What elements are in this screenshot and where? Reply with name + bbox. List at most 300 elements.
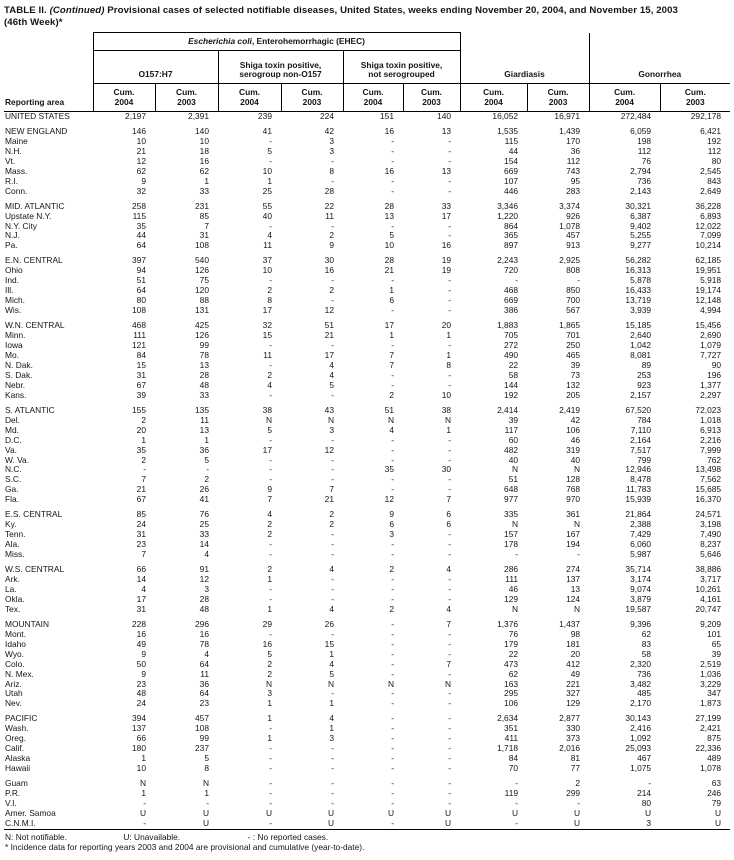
value-cell: 3 <box>329 424 334 435</box>
value-cell: - <box>391 698 394 709</box>
value-cell: 22 <box>508 648 519 659</box>
value-cell: - <box>391 539 394 550</box>
reporting-area-cell: Ill. <box>5 285 14 296</box>
reporting-area-cell: Ky. <box>5 519 17 530</box>
value-cell: 1 <box>267 698 272 709</box>
value-cell: 91 <box>199 564 209 575</box>
value-cell: 2,545 <box>700 165 722 176</box>
table-week-label: (46th Week)* <box>4 16 63 28</box>
table-row <box>4 495 730 505</box>
value-cell: 56,282 <box>625 255 652 266</box>
value-cell: - <box>331 583 334 594</box>
value-cell: 90 <box>711 359 722 370</box>
value-cell: 36,228 <box>695 200 722 211</box>
value-cell: 107 <box>504 175 519 186</box>
value-cell: 1,079 <box>700 340 722 351</box>
reporting-area-cell: Wis. <box>5 305 22 316</box>
value-cell: 108 <box>195 723 209 734</box>
value-cell: 7,490 <box>700 529 722 540</box>
value-cell: - <box>391 817 394 828</box>
value-cell: 8 <box>446 359 452 370</box>
reporting-area-cell: N.C. <box>5 464 22 475</box>
value-cell: 85 <box>199 210 209 221</box>
value-cell: 2 <box>204 474 209 485</box>
reporting-area-cell: Md. <box>5 424 19 435</box>
reporting-area-cell: Ark. <box>5 573 20 584</box>
value-cell: 10 <box>384 240 394 251</box>
value-cell: 397 <box>132 255 146 266</box>
table-title-text: Provisional cases of selected notifiable diseases, United States, weeks ending November 20, 2004, and November 15, 2003 <box>107 5 678 16</box>
value-cell: - <box>269 135 272 146</box>
value-cell: 17 <box>324 349 334 360</box>
value-cell: - <box>331 539 334 550</box>
value-cell: - <box>448 539 452 550</box>
value-cell: 39 <box>136 389 146 400</box>
value-cell: 327 <box>566 688 581 699</box>
value-cell: 11 <box>200 668 209 679</box>
reporting-area-cell: Ohio <box>5 265 23 276</box>
reporting-area-cell: Upstate N.Y. <box>5 210 52 221</box>
value-cell: N <box>444 678 452 689</box>
value-cell: - <box>331 763 334 774</box>
value-cell: 1,718 <box>497 743 519 754</box>
value-cell: 970 <box>566 494 581 505</box>
value-cell: 411 <box>504 733 519 744</box>
value-cell: - <box>448 713 452 724</box>
value-cell: 3,229 <box>700 678 722 689</box>
value-cell: 4 <box>267 230 272 241</box>
value-cell: - <box>331 628 334 639</box>
value-cell: 3,198 <box>700 519 722 530</box>
value-cell: 163 <box>504 678 519 689</box>
value-cell: 3,346 <box>497 200 519 211</box>
value-cell: 28 <box>199 593 209 604</box>
value-cell: - <box>448 220 452 231</box>
value-cell: 72,023 <box>695 404 722 415</box>
value-cell: 286 <box>504 564 519 575</box>
value-cell: 335 <box>504 509 519 520</box>
value-cell: - <box>515 817 519 828</box>
value-cell: - <box>269 743 272 754</box>
table-row <box>4 391 730 401</box>
value-cell: 3,482 <box>630 678 652 689</box>
value-cell: - <box>391 185 394 196</box>
value-cell: - <box>391 454 394 465</box>
value-cell: 7 <box>446 658 452 669</box>
reporting-area-cell: W.S. CENTRAL <box>5 564 65 575</box>
value-cell: - <box>448 454 452 465</box>
table-row <box>4 147 730 157</box>
value-cell: - <box>448 763 452 774</box>
value-cell: 8,478 <box>630 474 652 485</box>
table-row <box>4 620 730 630</box>
value-cell: 106 <box>504 698 519 709</box>
value-cell: 132 <box>566 379 581 390</box>
value-cell: 78 <box>199 638 209 649</box>
value-cell: 49 <box>570 668 581 679</box>
table-label: TABLE II. <box>4 5 47 16</box>
value-cell: - <box>269 549 272 560</box>
value-cell: 4 <box>204 549 209 560</box>
table-row <box>4 286 730 296</box>
value-cell: 2,391 <box>188 111 209 121</box>
value-cell: 1 <box>204 788 209 799</box>
value-cell: 36 <box>199 678 209 689</box>
table-row <box>4 530 730 540</box>
value-cell: 154 <box>504 155 519 166</box>
value-cell: 4 <box>329 369 334 380</box>
value-cell: 9 <box>389 509 394 520</box>
value-cell: 1,376 <box>497 618 519 629</box>
value-cell: 26 <box>324 618 334 629</box>
value-cell: 6,060 <box>630 539 652 550</box>
table-row <box>4 699 730 709</box>
value-cell: 292,178 <box>690 111 722 121</box>
value-cell: 7,429 <box>630 529 652 540</box>
value-cell: 1,075 <box>630 763 652 774</box>
value-cell: 1,220 <box>497 210 519 221</box>
value-cell: 106 <box>566 424 581 435</box>
value-cell: 108 <box>195 240 209 251</box>
value-cell: 913 <box>566 240 581 251</box>
value-cell: 1 <box>389 330 394 341</box>
value-cell: 10 <box>136 763 146 774</box>
value-cell: 50 <box>136 658 146 669</box>
value-cell: 64 <box>136 285 146 296</box>
table-row <box>4 485 730 495</box>
legend-no-reported-cases: - : No reported cases. <box>247 831 329 842</box>
value-cell: 94 <box>136 265 146 276</box>
value-cell: 80 <box>641 798 652 808</box>
value-cell: 736 <box>637 668 652 679</box>
value-cell: - <box>448 444 452 455</box>
value-cell: - <box>448 668 452 679</box>
value-cell: 46 <box>570 434 581 445</box>
value-cell: 4 <box>141 583 146 594</box>
value-cell: 2,216 <box>700 434 722 445</box>
value-cell: - <box>515 798 519 808</box>
reporting-area-cell: V.I. <box>5 798 17 808</box>
value-cell: 10 <box>262 265 272 276</box>
value-cell: 351 <box>504 723 519 734</box>
value-cell: 126 <box>195 330 209 341</box>
table-row <box>4 650 730 660</box>
value-cell: 4 <box>446 603 452 614</box>
table-row <box>4 475 730 485</box>
value-cell: 73 <box>570 369 581 380</box>
value-cell: 5 <box>329 668 334 679</box>
table-row <box>4 714 730 724</box>
value-cell: 468 <box>504 285 519 296</box>
value-cell: 14 <box>199 539 209 550</box>
table-row <box>4 351 730 361</box>
value-cell: 3,939 <box>630 305 652 316</box>
value-cell: 44 <box>136 230 146 241</box>
table-row <box>4 585 730 595</box>
value-cell: 457 <box>566 230 581 241</box>
value-cell: 1,883 <box>497 320 519 331</box>
value-cell: 21 <box>136 484 146 495</box>
value-cell: 2,419 <box>559 404 581 415</box>
value-cell: 1 <box>329 698 334 709</box>
value-cell: 16,313 <box>625 265 652 276</box>
value-cell: - <box>391 220 394 231</box>
value-cell: 15,456 <box>695 320 722 331</box>
value-cell: - <box>448 698 452 709</box>
value-cell: 6 <box>389 295 394 306</box>
value-cell: 89 <box>641 359 652 370</box>
table-row <box>4 630 730 640</box>
reporting-area-cell: Minn. <box>5 330 26 341</box>
value-cell: 5,646 <box>700 549 722 560</box>
value-cell: 457 <box>195 713 209 724</box>
value-cell: 485 <box>637 688 652 699</box>
legend-not-notifiable: N: Not notifiable. <box>5 831 67 842</box>
value-cell: - <box>391 369 394 380</box>
value-cell: 111 <box>505 573 519 584</box>
value-cell: 5,878 <box>630 275 652 286</box>
value-cell: 27,199 <box>695 713 722 724</box>
value-cell: U <box>202 817 209 828</box>
value-cell: 20 <box>441 320 452 331</box>
value-cell: - <box>391 778 394 789</box>
value-cell: 194 <box>566 539 581 550</box>
cum-2003-header: Cum. 2003 <box>155 84 218 112</box>
value-cell: 465 <box>566 349 581 360</box>
reporting-area-cell: Fla. <box>5 494 19 505</box>
value-cell: 489 <box>707 753 722 764</box>
value-cell: 20,747 <box>695 603 722 614</box>
value-cell: 67,520 <box>625 404 652 415</box>
value-cell: 21,864 <box>625 509 652 520</box>
value-cell: 299 <box>566 788 581 799</box>
value-cell: - <box>269 817 272 828</box>
value-cell: 1 <box>267 713 272 724</box>
value-cell: 7,110 <box>630 424 652 435</box>
value-cell: 12 <box>324 444 334 455</box>
value-cell: - <box>448 583 452 594</box>
value-cell: 41 <box>199 494 209 505</box>
reporting-area-cell: Ala. <box>5 539 20 550</box>
value-cell: - <box>269 359 272 370</box>
table-row <box>4 520 730 530</box>
table-row <box>4 799 730 809</box>
value-cell: 75 <box>199 275 209 286</box>
value-cell: - <box>391 688 394 699</box>
table-row <box>4 177 730 187</box>
reporting-area-cell: Mo. <box>5 349 19 360</box>
value-cell: 736 <box>637 175 652 186</box>
value-cell: 26 <box>199 484 209 495</box>
table-row <box>4 436 730 446</box>
value-cell: 35 <box>136 220 146 231</box>
value-cell: - <box>391 713 394 724</box>
reporting-area-cell: Wyo. <box>5 648 25 659</box>
value-cell: 1 <box>141 753 146 764</box>
value-cell: - <box>269 763 272 774</box>
value-cell: - <box>391 583 394 594</box>
value-cell: N <box>387 414 394 425</box>
value-cell: 3 <box>329 145 334 156</box>
value-cell: 9 <box>329 240 334 251</box>
value-cell: 58 <box>508 369 519 380</box>
value-cell: - <box>448 798 452 808</box>
value-cell: 28 <box>384 255 394 266</box>
value-cell: 13 <box>570 583 581 594</box>
value-cell: 2,170 <box>630 698 652 709</box>
value-cell: 1,078 <box>559 220 581 231</box>
value-cell: 7,562 <box>700 474 722 485</box>
value-cell: - <box>331 275 334 286</box>
value-cell: - <box>391 763 394 774</box>
table-row <box>4 465 730 475</box>
value-cell: 8,237 <box>700 539 722 550</box>
value-cell: 2 <box>267 369 272 380</box>
value-cell: 468 <box>132 320 146 331</box>
value-cell: 62 <box>641 628 652 639</box>
value-cell: - <box>269 474 272 485</box>
value-cell: 2 <box>141 414 146 425</box>
value-cell: 11 <box>200 414 209 425</box>
value-cell: 8,081 <box>630 349 652 360</box>
value-cell: 7,999 <box>700 444 722 455</box>
legend-row <box>5 832 730 843</box>
value-cell: 31 <box>199 230 209 241</box>
value-cell: 33 <box>441 200 452 211</box>
value-cell: - <box>391 743 394 754</box>
reporting-area-cell: Oreg. <box>5 733 26 744</box>
value-cell: 4 <box>329 564 334 575</box>
reporting-area-header: Reporting area <box>4 33 93 112</box>
value-cell: 137 <box>566 573 581 584</box>
value-cell: - <box>331 753 334 764</box>
value-cell: - <box>448 145 452 156</box>
reporting-area-cell: N.H. <box>5 145 22 156</box>
reporting-area-cell: La. <box>5 583 17 594</box>
value-cell: 1,377 <box>700 379 722 390</box>
reporting-area-cell: Tenn. <box>5 529 26 540</box>
value-cell: 10 <box>441 389 452 400</box>
value-cell: 13 <box>441 125 452 136</box>
value-cell: 9 <box>267 484 272 495</box>
table-row <box>4 550 730 560</box>
reporting-area-cell: MOUNTAIN <box>5 618 50 629</box>
value-cell: 10 <box>199 135 209 146</box>
value-cell: 762 <box>707 454 722 465</box>
value-cell: 19 <box>441 265 452 276</box>
value-cell: 2 <box>267 658 272 669</box>
value-cell: 65 <box>711 638 722 649</box>
reporting-area-cell: Guam <box>5 778 28 789</box>
value-cell: U <box>644 807 652 818</box>
value-cell: 2,197 <box>125 111 146 121</box>
value-cell: 31 <box>136 603 146 614</box>
value-cell: 178 <box>504 539 519 550</box>
reporting-area-cell: Del. <box>5 414 20 425</box>
value-cell: 7 <box>329 484 334 495</box>
reporting-area-cell: PACIFIC <box>5 713 38 724</box>
value-cell: 15 <box>324 638 334 649</box>
value-cell: 7 <box>204 220 209 231</box>
reporting-area-cell: Nev. <box>5 698 22 709</box>
value-cell: 669 <box>504 295 519 306</box>
reporting-area-cell: Vt. <box>5 155 16 166</box>
value-cell: 85 <box>136 509 146 520</box>
value-cell: 283 <box>566 185 581 196</box>
reporting-area-cell: Va. <box>5 444 17 455</box>
value-cell: N <box>327 414 334 425</box>
value-cell: 3,374 <box>559 200 581 211</box>
value-cell: 446 <box>504 185 519 196</box>
value-cell: 16,433 <box>625 285 652 296</box>
table-row <box>4 670 730 680</box>
value-cell: 38,886 <box>695 564 722 575</box>
value-cell: 2,164 <box>630 434 652 445</box>
reporting-area-cell: Mass. <box>5 165 28 176</box>
table-row <box>4 127 730 137</box>
value-cell: - <box>269 628 272 639</box>
value-cell: 246 <box>707 788 722 799</box>
value-cell: 62,185 <box>695 255 722 266</box>
value-cell: 2,519 <box>700 658 722 669</box>
value-cell: 129 <box>504 593 519 604</box>
value-cell: 2 <box>389 564 394 575</box>
value-cell: 12,148 <box>695 295 722 306</box>
value-cell: 43 <box>324 404 334 415</box>
table-row <box>4 744 730 754</box>
table-row <box>4 789 730 799</box>
value-cell: 20 <box>570 648 581 659</box>
value-cell: 7 <box>446 618 452 629</box>
value-cell: 3,174 <box>630 573 652 584</box>
value-cell: - <box>269 593 272 604</box>
reporting-area-cell: Okla. <box>5 593 25 604</box>
value-cell: 80 <box>136 295 146 306</box>
value-cell: 1 <box>141 788 146 799</box>
value-cell: 181 <box>566 638 581 649</box>
value-cell: 144 <box>504 379 519 390</box>
value-cell: 66 <box>136 733 146 744</box>
value-cell: - <box>448 638 452 649</box>
cum-2003-header: Cum. 2003 <box>660 84 730 112</box>
value-cell: - <box>269 539 272 550</box>
table-row <box>4 660 730 670</box>
cum-2004-header: Cum. 2004 <box>343 84 403 112</box>
value-cell: - <box>448 285 452 296</box>
value-cell: N <box>511 603 519 614</box>
value-cell: - <box>448 369 452 380</box>
value-cell: 2,690 <box>700 330 722 341</box>
value-cell: 22,336 <box>695 743 722 754</box>
value-cell: - <box>331 175 334 186</box>
table-row <box>4 426 730 436</box>
value-cell: 16 <box>199 628 209 639</box>
value-cell: 2,297 <box>700 389 722 400</box>
value-cell: 347 <box>707 688 722 699</box>
value-cell: N <box>387 678 394 689</box>
table-row <box>4 331 730 341</box>
value-cell: - <box>331 778 334 789</box>
value-cell: 7 <box>389 349 394 360</box>
value-cell: 48 <box>199 379 209 390</box>
table-row <box>4 680 730 690</box>
value-cell: - <box>391 135 394 146</box>
value-cell: 38 <box>441 404 452 415</box>
value-cell: 720 <box>504 265 519 276</box>
value-cell: 705 <box>504 330 519 341</box>
value-cell: 55 <box>262 200 272 211</box>
value-cell: 19,587 <box>625 603 652 614</box>
